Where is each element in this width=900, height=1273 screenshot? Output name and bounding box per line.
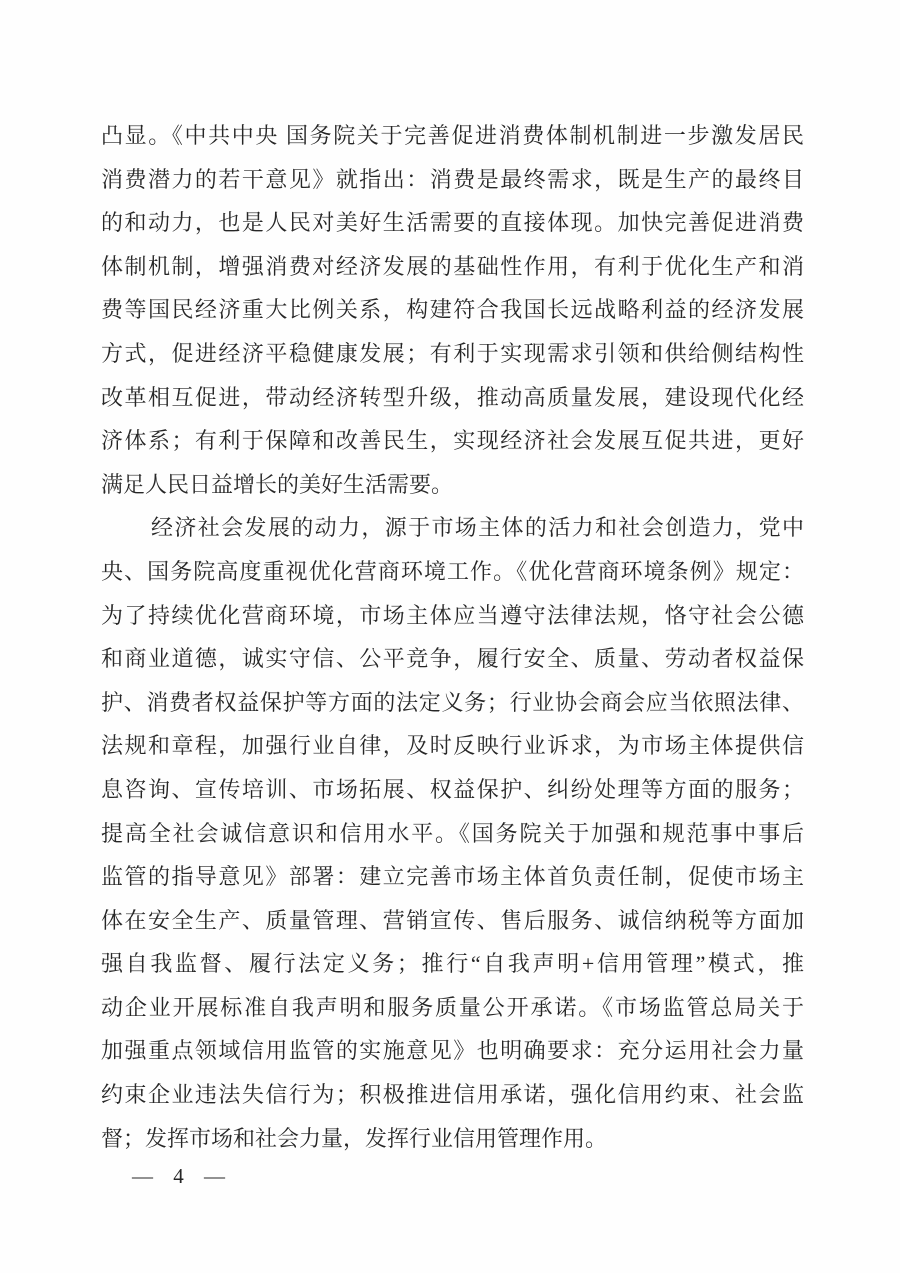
text-line: 济体系；有利于保障和改善民生，实现经济社会发展互促共进，更好 [101,428,804,454]
text-line: 满足人民日益增长的美好生活需要。 [101,471,454,497]
text-line: 改革相互促进，带动经济转型升级，推动高质量发展，建设现代化经 [101,384,804,410]
text-line: 监管的指导意见》部署：建立完善市场主体首负责任制，促使市场主 [101,864,804,890]
page-number: — 4 — [132,1164,226,1188]
paragraph-business-environment [101,506,804,1160]
text-line: 消费潜力的若干意见》就指出：消费是最终需求，既是生产的最终目 [101,166,804,192]
text-line: 强自我监督、履行法定义务；推行“自我声明+信用管理”模式，推 [101,951,804,977]
text-line: 法规和章程，加强行业自律，及时反映行业诉求，为市场主体提供信 [101,733,804,759]
text-line: 提高全社会诚信意识和信用水平。《国务院关于加强和规范事中事后 [101,820,804,846]
text-line: 费等国民经济重大比例关系，构建符合我国长远战略利益的经济发展 [101,297,804,323]
text-line: 督；发挥市场和社会力量，发挥行业信用管理作用。 [101,1125,608,1151]
document-body [101,114,804,1160]
text-line: 动企业开展标准自我声明和服务质量公开承诺。《市场监管总局关于 [101,994,804,1020]
text-line: 方式，促进经济平稳健康发展；有利于实现需求引领和供给侧结构性 [101,340,804,366]
paragraph-consumption-policy [101,114,804,506]
text-line: 体制机制，增强消费对经济发展的基础性作用，有利于优化生产和消 [101,253,804,279]
text-line: 央、国务院高度重视优化营商环境工作。《优化营商环境条例》规定： [101,558,804,584]
text-line: 为了持续优化营商环境，市场主体应当遵守法律法规，恪守社会公德 [101,602,804,628]
text-line: 和商业道德，诚实守信、公平竞争，履行安全、质量、劳动者权益保 [101,646,804,672]
text-line: 体在安全生产、质量管理、营销宣传、售后服务、诚信纳税等方面加 [101,907,804,933]
text-line: 约束企业违法失信行为；积极推进信用承诺，强化信用约束、社会监 [101,1082,804,1108]
text-line: 息咨询、宣传培训、市场拓展、权益保护、纠纷处理等方面的服务； [101,776,804,802]
text-line: 凸显。《中共中央 国务院关于完善促进消费体制机制进一步激发居民 [101,123,804,148]
text-line: 加强重点领域信用监管的实施意见》也明确要求：充分运用社会力量 [101,1038,804,1064]
text-line: 的和动力，也是人民对美好生活需要的直接体现。加快完善促进消费 [101,210,804,236]
text-line: 经济社会发展的动力，源于市场主体的活力和社会创造力，党中 [151,515,804,541]
text-line: 护、消费者权益保护等方面的法定义务；行业协会商会应当依照法律、 [101,689,804,715]
